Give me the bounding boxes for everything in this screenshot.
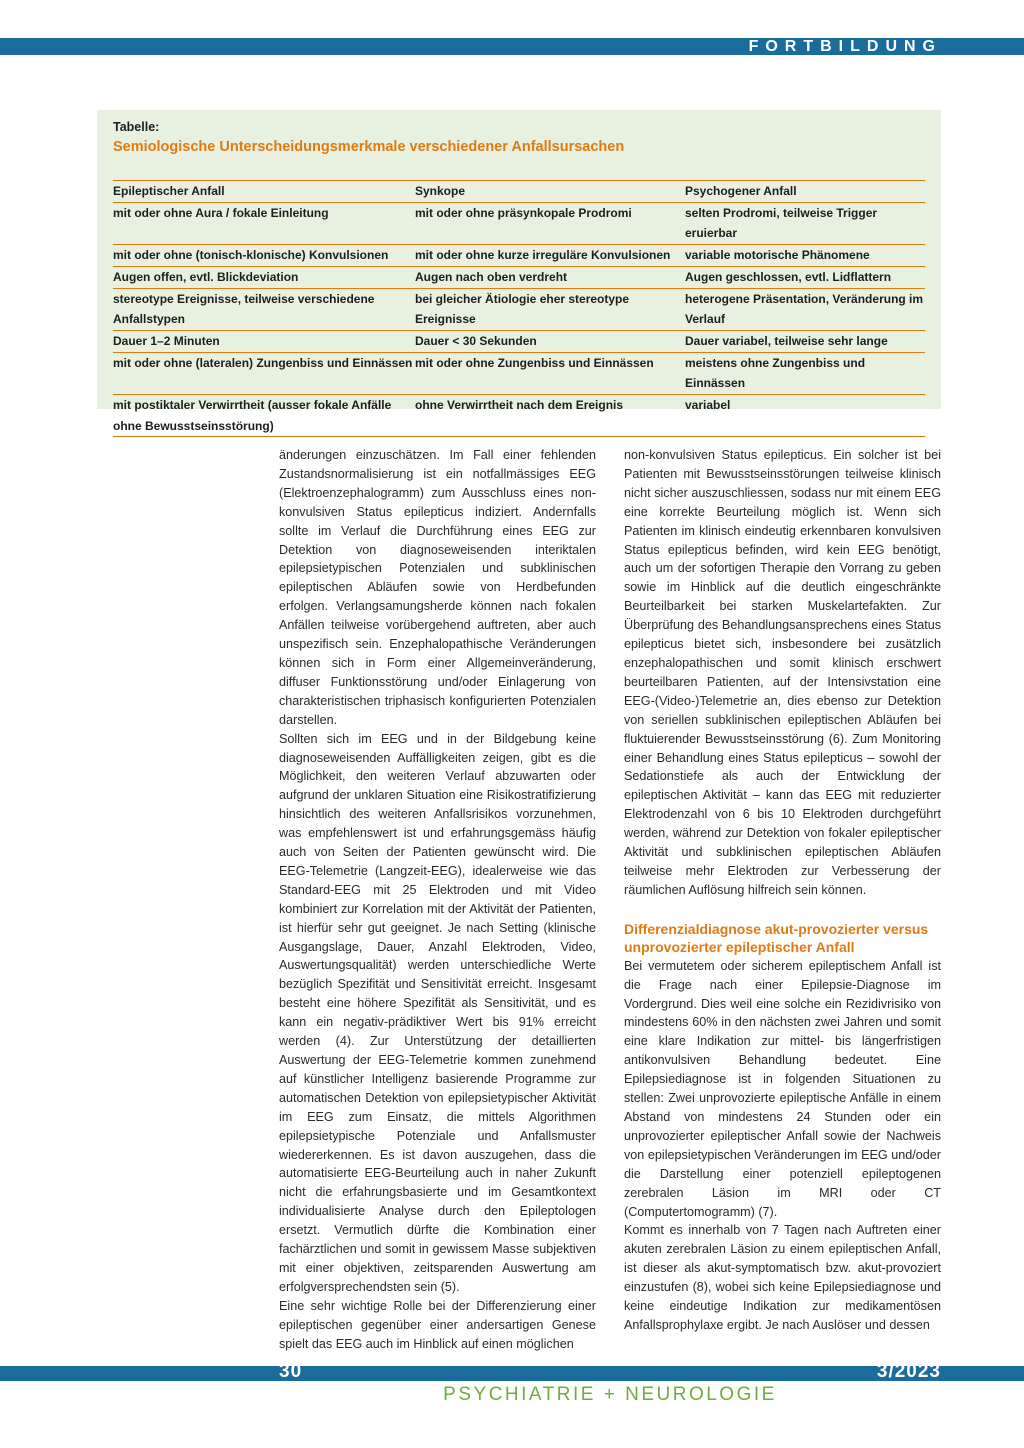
- paragraph: Bei vermutetem oder sicherem epileptischem Anfall ist die Frage nach einer Epilepsie-Diagnose im Vordergrund. Dies weil eine solche ein Rezidivrisiko von mindestens 60% in den nächsten zwei Jahren und somit eine klare Indikation zur mittel- bis längerfristigen antikonvulsiven Behandlung bedeutet. Eine Epilepsiediagnose ist in folgenden Situationen zu stellen: Zwei unprovozierte epileptische Anfälle in einem Abstand von mindestens 24 Stunden oder ein unprovozierter epileptischer Anfall sowie der Nachweis von epilepsietypischen Veränderungen im EEG und/oder die Darstellung einer potenziell epileptogenen zerebralen Läsion im MRI oder CT (Computertomogramm) (7).: [624, 958, 941, 1219]
- table-cell: Augen geschlossen, evtl. Lidflattern: [685, 266, 925, 288]
- section-subheading: Differenzialdiagnose akut-provozierter versus unprovozierter epileptischer Anfall: [624, 920, 929, 956]
- issue-number: 3/2023: [876, 1361, 941, 1382]
- table-cell: Augen nach oben verdreht: [415, 266, 685, 288]
- table-cell: Dauer < 30 Sekunden: [415, 330, 685, 352]
- table-box: [97, 110, 941, 433]
- table-row: [113, 352, 925, 394]
- table-cell: mit postiktaler Verwirrtheit (ausser fokale Anfälle ohne Bewusstseinsstörung): [113, 395, 415, 437]
- footer-band: [0, 1366, 1024, 1381]
- table-cell: mit oder ohne (tonisch-klonische) Konvulsionen: [113, 245, 415, 267]
- paragraph: Eine sehr wichtige Rolle bei der Differenzierung einer epileptischen gegenüber einer andersartigen Genese spielt das EEG auch im Hinblick auf einen möglichen: [279, 1298, 596, 1351]
- header-band: [0, 38, 1024, 55]
- comparison-table: [113, 180, 925, 437]
- table-cell: heterogene Präsentation, Veränderung im Verlauf: [685, 288, 925, 330]
- table-header-row: [113, 181, 925, 203]
- table-cell: stereotype Ereignisse, teilweise verschiedene Anfallstypen: [113, 288, 415, 330]
- body-column-left: [279, 446, 596, 1354]
- column-header: Psychogener Anfall: [685, 181, 925, 203]
- table-label: Tabelle:: [113, 120, 160, 134]
- table-cell: mit oder ohne kurze irreguläre Konvulsionen: [415, 245, 685, 267]
- table-title: Semiologische Unterscheidungsmerkmale verschiedener Anfallsursachen: [113, 139, 625, 155]
- table-cell: variable motorische Phänomene: [685, 245, 925, 267]
- journal-title: PSYCHIATRIE + NEUROLOGIE: [443, 1384, 777, 1405]
- table-cell: meistens ohne Zungenbiss und Einnässen: [685, 352, 925, 394]
- section-label: FORTBILDUNG: [748, 38, 942, 55]
- table-row: [113, 245, 925, 267]
- table-cell: variabel: [685, 395, 925, 437]
- table-row: [113, 288, 925, 330]
- paragraph: änderungen einzuschätzen. Im Fall einer fehlenden Zustandsnormalisierung ist ein notfallmässiges EEG (Elektroenzephalogramm) zum Ausschluss eines non-konvulsiven Status epilepticus indiziert. Andernfalls sollte im Verlauf die Durchführung eines EEG zur Detektion von diagnoseweisenden interiktalen epilepsietypischen Potenzialen und subklinischen epileptischen Abläufen sowie von Herdbefunden erfolgen. Verlangsamungsherde können nach fokalen Anfällen teilweise vorübergehend auftreten, aber auch unspezifisch sein. Enzephalopathische Veränderungen können sich in Form einer Allgemeinveränderung, diffuser Funktionsstörung und/oder Einlagerung von charakteristischen triphasisch konfigurierten Potenzialen darstellen.: [279, 448, 596, 727]
- table-row: [113, 330, 925, 352]
- paragraph: non-konvulsiven Status epilepticus. Ein solcher ist bei Patienten mit Bewusstseinsstörungen teilweise klinisch nicht sicher auszuschliessen, sodass nur mit einem EEG eine korrekte Beurteilung möglich ist. Wenn sich Patienten im klinisch eindeutig erkennbaren konvulsiven Status epilepticus befinden, wird kein EEG benötigt, auch um der sofortigen Therapie den Vorrang zu geben sowie im Hinblick auf die deutlich eingeschränkte Beurteilbarkeit bei starken Muskelartefakten. Zur Überprüfung des Behandlungsansprechens eines Status epilepticus bietet sich, insbesondere bei zusätzlich enzephalopathischen und somit klinisch erschwert beurteilbaren Patienten, auf der Intensivstation eine EEG-(Video-)Telemetrie an, dies ebenso zur Detektion von seriellen subklinischen epileptischen Abläufen bei fluktuierender Bewusstseinsstörung (6). Zum Monitoring einer Behandlung eines Status epilepticus – sowohl der Sedationstiefe als auch der Entwicklung der epileptischen Aktivität – kann das EEG mit reduzierter Elektrodenzahl von 6 bis 10 Elektroden durchgeführt werden, während zur Detektion von fokaler epileptischer Aktivität und subklinischen epileptischen Abläufen teilweise mehr Elektroden zur Verbesserung der räumlichen Auflösung hilfreich sein können.: [624, 448, 941, 897]
- paragraph: Sollten sich im EEG und in der Bildgebung keine diagnoseweisenden Auffälligkeiten zeigen, gibt es die Möglichkeit, den weiteren Verlauf abzuwarten oder aufgrund der unklaren Situation eine Risikostratifizierung hinsichtlich des weiteren Anfallsrisikos vorzunehmen, was empfehlenswert ist und erfahrungsgemäss häufig auch von Seiten der Patienten gewünscht wird. Die EEG-Telemetrie (Langzeit-EEG), idealerweise wie das Standard-EEG mit 25 Elektroden und mit Video kombiniert zur Korrelation mit der Aktivität der Patienten, ist hierfür sehr gut geeignet. Je nach Setting (klinische Ausgangslage, Dauer, Anzahl Elektroden, Video, Auswertungsqualität) werden unterschiedliche Werte bezüglich Spezifität und Sensitivität erreicht. Insgesamt besteht eine höhere Spezifität als Sensitivität, und es kann ein negativ-prädiktiver Wert bis 91% erreicht werden (4). Zur Unterstützung der detaillierten Auswertung der EEG-Telemetrie kommen zunehmend auf künstlicher Intelligenz basierende Programme zur automatischen Detektion von epilepsietypischer Aktivität im EEG zum Einsatz, die mittels Algorithmen epilepsietypische Potenziale und Anfallsmuster wiedererkennen. Es ist davon auszugehen, dass die automatisierte EEG-Beurteilung auch in naher Zukunft nicht die erfahrungsbasierte und im Gesamtkontext individualisierte Analyse durch den Epileptologen ersetzt. Vermutlich dürfte die Kombination einer fachärztlichen und somit in gewissem Masse subjektiven mit einer objektiven, zeitsparenden Auswertung am erfolgversprechendsten sein (5).: [279, 731, 596, 1294]
- table-cell: selten Prodromi, teilweise Trigger eruierbar: [685, 202, 925, 244]
- table-row: [113, 202, 925, 244]
- body-column-right: [624, 446, 941, 1335]
- table-cell: bei gleicher Ätiologie eher stereotype Ereignisse: [415, 288, 685, 330]
- column-header: Epileptischer Anfall: [113, 181, 415, 203]
- table-cell: mit oder ohne Zungenbiss und Einnässen: [415, 352, 685, 394]
- table-row: [113, 266, 925, 288]
- page-number: 30: [279, 1361, 303, 1382]
- paragraph: Kommt es innerhalb von 7 Tagen nach Auftreten einer akuten zerebralen Läsion zu einem epileptischen Anfall, ist dieser als akut-symptomatisch bzw. akut-provoziert einzustufen (8), wobei sich keine Epilepsiediagnose und keine eindeutige Indikation zur medikamentösen Anfallsprophylaxe ergibt. Je nach Auslöser und dessen: [624, 1223, 941, 1332]
- table-cell: Dauer variabel, teilweise sehr lange: [685, 330, 925, 352]
- table-cell: ohne Verwirrtheit nach dem Ereignis: [415, 395, 685, 437]
- table-cell: mit oder ohne Aura / fokale Einleitung: [113, 202, 415, 244]
- table-cell: Dauer 1–2 Minuten: [113, 330, 415, 352]
- column-header: Synkope: [415, 181, 685, 203]
- table-cell: mit oder ohne (lateralen) Zungenbiss und Einnässen: [113, 352, 415, 394]
- table-cell: mit oder ohne präsynkopale Prodromi: [415, 202, 685, 244]
- table-cell: Augen offen, evtl. Blickdeviation: [113, 266, 415, 288]
- table-row: [113, 395, 925, 437]
